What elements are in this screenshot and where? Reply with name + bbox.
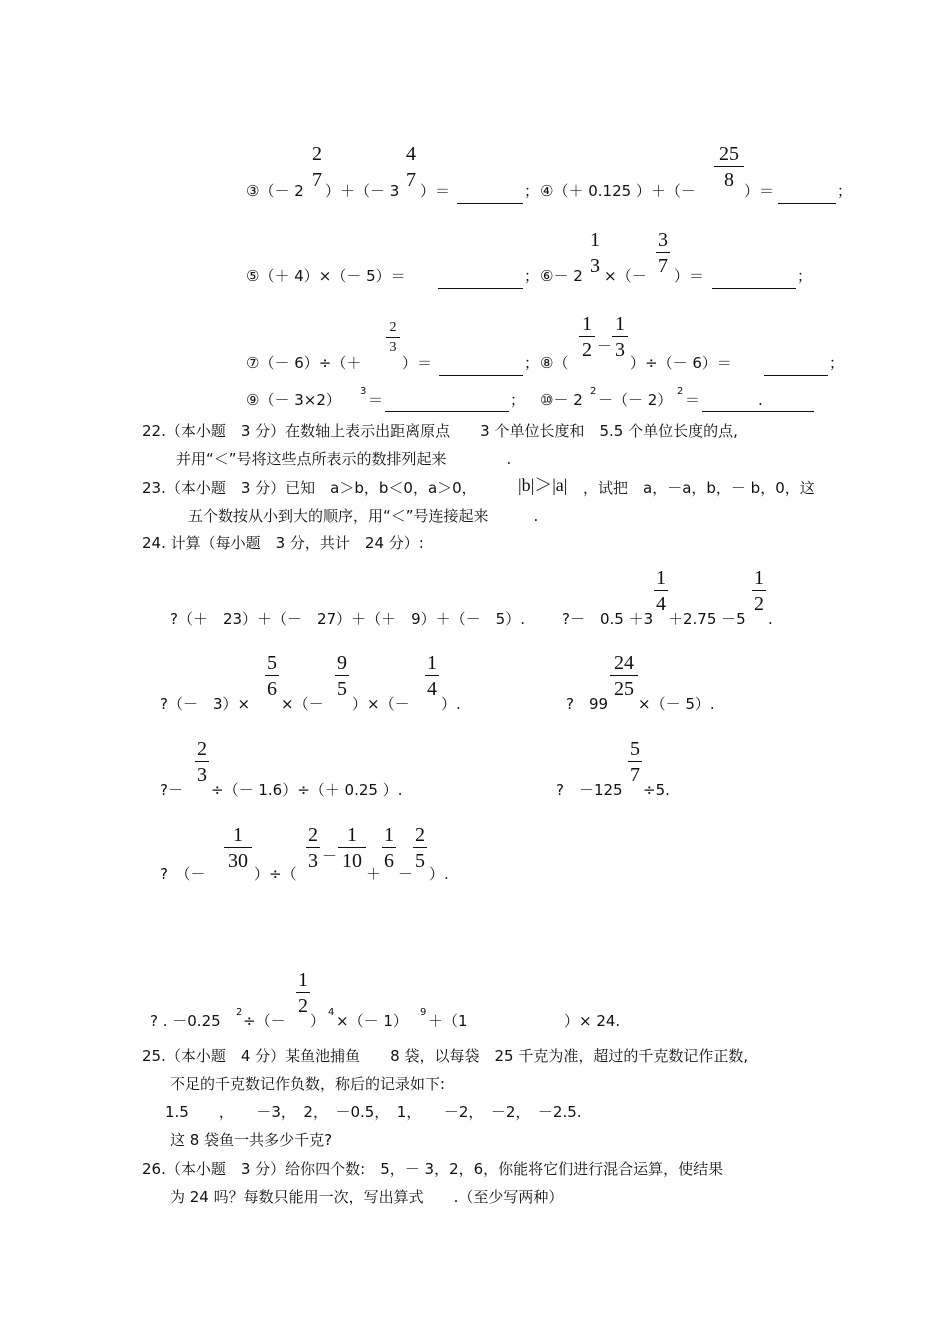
q24-problem-6-b: ÷5. (643, 781, 670, 799)
q24-problem-6-a: ? －125 (556, 781, 623, 799)
q21-5-answer-blank[interactable] (438, 288, 523, 289)
q21-8-minus: － (597, 337, 613, 355)
q21-4-end: ）＝ (744, 182, 775, 200)
q21-3-separator: ； (524, 182, 540, 200)
q21-6-label: ⑥－ 2 (540, 267, 583, 285)
q21-8-separator: ； (829, 354, 845, 372)
q24-problem-7-plus: ＋ (366, 865, 382, 883)
q21-9-exponent: 3 (360, 386, 367, 397)
q22-line-1: 22.（本小题 3 分）在数轴上表示出距离原点 3 个单位长度和 5.5 个单位长度的点, (142, 422, 738, 440)
q24-problem-7-c: ）. (429, 865, 449, 883)
q21-8-answer-blank[interactable] (764, 375, 828, 376)
q24-problem-8-fraction: 1 2 (298, 969, 308, 1017)
q21-10-exponent-b: 2 (677, 386, 684, 397)
q21-6-fraction-a: 1 3 (590, 229, 600, 277)
q23-absolute-value-inequality: |b|＞|a| (518, 475, 568, 495)
q25-line-2: 不足的千克数记作负数，称后的记录如下: (170, 1075, 446, 1093)
q24-problem-3-fraction-c: 1 4 (427, 652, 437, 700)
q21-7-fraction: 2 3 (386, 320, 400, 356)
q23-line-2: 五个数按从小到大的顺序，用“＜”号连接起来 . (188, 507, 539, 525)
q24-problem-7-fraction-c: 1 10 (338, 824, 366, 872)
q21-3-fraction-b: 4 7 (406, 143, 416, 191)
q21-6-separator: ； (797, 267, 813, 285)
q21-8-fraction-a: 1 2 (579, 313, 595, 361)
q24-problem-2-c: . (768, 610, 773, 628)
q24-problem-5-b: ÷（－ 1.6）÷（＋ 0.25 ）. (211, 781, 403, 799)
q21-8-fraction-b: 1 3 (612, 313, 628, 361)
q21-7-end: ）＝ (402, 354, 433, 372)
q21-6-answer-blank[interactable] (712, 288, 796, 289)
q21-9-end: ＝ (368, 391, 384, 409)
q21-7-label: ⑦（－ 6）÷（＋ (246, 354, 362, 372)
q24-problem-2-fraction-a: 1 4 (656, 567, 666, 615)
q24-problem-8-a: ? . －0.25 (150, 1012, 221, 1030)
q23-line-1a: 23.（本小题 3 分）已知 a＞b，b＜0，a＞0， (142, 479, 477, 497)
q21-7-answer-blank[interactable] (439, 375, 523, 376)
q24-problem-5-fraction: 2 3 (197, 738, 207, 786)
q21-4-answer-blank[interactable] (778, 203, 836, 204)
q24-problem-7-a: ? （－ (160, 865, 206, 883)
q24-problem-8-f: ）× 24. (564, 1012, 621, 1030)
q24-problem-4-fraction: 24 25 (610, 652, 638, 700)
q21-6-end: ）＝ (674, 267, 705, 285)
q21-3-end: ）＝ (420, 182, 451, 200)
q24-problem-8-d: ×（－ 1） (336, 1012, 408, 1030)
q24-problem-1: ?（＋ 23）＋（－ 27）＋（＋ 9）＋（－ 5）. (170, 610, 525, 628)
q24-problem-2-fraction-b: 1 2 (754, 567, 764, 615)
q24-problem-7-b: ）÷（ (254, 865, 297, 883)
q21-6-fraction-b: 3 7 (658, 229, 668, 277)
q24-problem-3-a: ?（－ 3）× (160, 695, 251, 713)
q21-9-separator: ； (510, 391, 526, 409)
q21-10-mid: －（－ 2） (598, 391, 673, 409)
q24-header: 24. 计算（每小题 3 分，共计 24 分）: (142, 534, 424, 552)
q24-problem-3-d: ）. (441, 695, 461, 713)
q24-problem-3-fraction-b: 9 5 (337, 652, 347, 700)
q24-problem-6-fraction: 5 7 (630, 738, 640, 786)
q21-5-separator: ； (524, 267, 540, 285)
q24-problem-5-a: ?－ (160, 781, 183, 799)
q21-7-separator: ； (524, 354, 540, 372)
q21-8-end: ）÷（－ 6）＝ (630, 354, 732, 372)
q21-3-fraction-a: 2 7 (312, 143, 322, 191)
q24-problem-8-c: ） (310, 1012, 326, 1030)
q24-problem-8-exponent-c: 9 (420, 1007, 427, 1018)
q24-problem-4-a: ? 99 (566, 695, 609, 713)
q21-10-end: ＝ (685, 391, 701, 409)
q24-problem-8-e: ＋（1 (428, 1012, 468, 1030)
q21-10-label: ⑩－ 2 (540, 391, 583, 409)
q24-problem-7-fraction-a: 1 30 (224, 824, 252, 872)
q25-records: 1.5 ， －3， 2， －0.5， 1， －2， －2， －2.5. (165, 1103, 582, 1121)
q21-4-fraction: 25 8 (714, 143, 744, 191)
q21-6-mid: ×（－ (604, 267, 647, 285)
q22-line-2: 并用“＜”号将这些点所表示的数排列起来 . (176, 450, 512, 468)
q21-3-answer-blank[interactable] (457, 203, 523, 204)
q24-problem-7-fraction-d: 1 6 (384, 824, 394, 872)
q21-10-exponent-a: 2 (590, 386, 597, 397)
q24-problem-7-minus-a: － (322, 847, 338, 865)
q23-line-1b: ，试把 a，－a，b，－ b，0，这 (583, 479, 815, 497)
q21-10-period: . (758, 391, 763, 409)
q24-problem-3-b: ×（－ (281, 695, 324, 713)
q21-9-label: ⑨（－ 3×2） (246, 391, 341, 409)
q24-problem-8-exponent-a: 2 (236, 1007, 243, 1018)
q25-line-1: 25.（本小题 4 分）某鱼池捕鱼 8 袋，以每袋 25 千克为准，超过的千克数记作正数, (142, 1047, 749, 1065)
q24-problem-3-c: ）×（－ (352, 695, 410, 713)
q24-problem-7-minus-b: － (398, 865, 414, 883)
q21-4-label: ④（＋ 0.125 ）＋（－ (540, 182, 696, 200)
q24-problem-7-fraction-b: 2 3 (308, 824, 318, 872)
q26-line-1: 26.（本小题 3 分）给你四个数: 5，－ 3，2，6，你能将它们进行混合运算，使结果 (142, 1160, 724, 1178)
q24-problem-2-b: ＋2.75 －5 (668, 610, 746, 628)
q24-problem-2-a: ?－ 0.5 ＋3 (562, 610, 654, 628)
q21-3-mid: ）＋（－ 3 (325, 182, 400, 200)
q21-9-answer-blank[interactable] (385, 411, 509, 412)
q24-problem-7-fraction-e: 2 5 (415, 824, 425, 872)
q26-line-2: 为 24 吗？每数只能用一次，写出算式 .（至少写两种） (170, 1188, 564, 1206)
q21-4-separator: ； (837, 182, 853, 200)
q24-problem-8-b: ÷（－ (243, 1012, 286, 1030)
q25-line-4: 这 8 袋鱼一共多少千克? (170, 1131, 333, 1149)
q21-5-text: ⑤（＋ 4）×（－ 5）＝ (246, 267, 406, 285)
q21-10-answer-blank[interactable] (702, 411, 814, 412)
q24-problem-4-b: ×（－ 5）. (638, 695, 715, 713)
q21-8-label: ⑧（ (540, 354, 569, 372)
q21-3-label: ③（－ 2 (246, 182, 304, 200)
q24-problem-8-exponent-b: 4 (328, 1007, 335, 1018)
q24-problem-3-fraction-a: 5 6 (267, 652, 277, 700)
